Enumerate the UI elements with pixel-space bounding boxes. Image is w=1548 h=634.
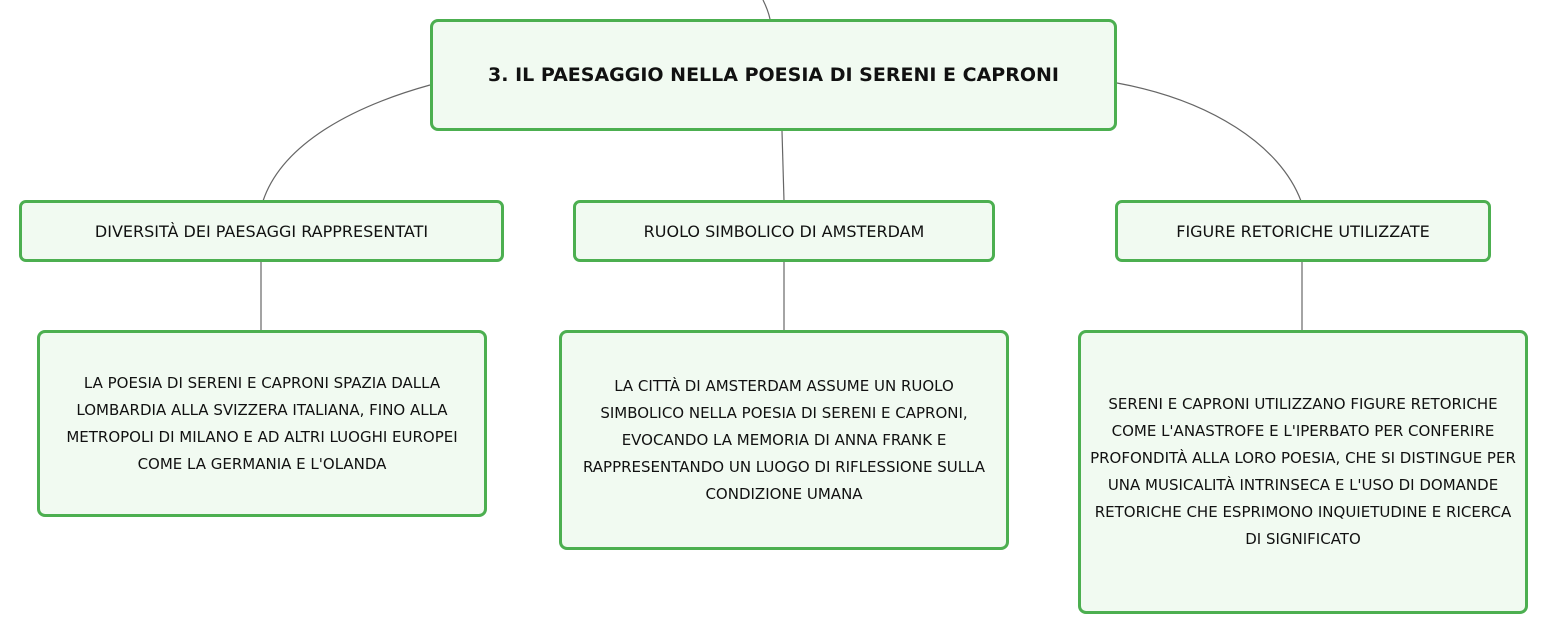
root-node[interactable]: [430, 19, 1117, 131]
branch-node-landscapes[interactable]: [19, 200, 504, 262]
branch-node-rhetorical-figures[interactable]: [1115, 200, 1491, 262]
branch-node-label: FIGURE RETORICHE UTILIZZATE: [1176, 221, 1430, 241]
detail-node-rhetorical-figures[interactable]: [1078, 330, 1528, 614]
connector-parent-to-root: [763, 0, 770, 19]
detail-node-text: LA POESIA DI SERENI E CAPRONI SPAZIA DALLA LOMBARDIA ALLA SVIZZERA ITALIANA, FINO ALLA METROPOLI DI MILANO E AD ALTRI LUOGHI EUROPEI COME LA GERMANIA E L'OLANDA: [66, 373, 458, 473]
detail-node-landscapes[interactable]: [37, 330, 487, 517]
branch-node-amsterdam[interactable]: [573, 200, 995, 262]
connector-root-to-branch-1: [263, 85, 430, 201]
detail-node-amsterdam[interactable]: [559, 330, 1009, 550]
detail-node-text: SERENI E CAPRONI UTILIZZANO FIGURE RETORICHE COME L'ANASTROFE E L'IPERBATO PER CONFERIRE PROFONDITÀ ALLA LORO POESIA, CHE SI DISTINGUE PER UNA MUSICALITÀ INTRINSECA E L'USO DI DOMANDE RETORICHE CHE ESPRIMONO INQUIETUDINE E RICERCA DI SIGNIFICATO: [1090, 395, 1516, 548]
connector-root-to-branch-3: [1117, 83, 1301, 201]
root-node-title: 3. IL PAESAGGIO NELLA POESIA DI SERENI E CAPRONI: [488, 64, 1059, 86]
branch-node-label: RUOLO SIMBOLICO DI AMSTERDAM: [643, 221, 925, 241]
detail-node-text: LA CITTÀ DI AMSTERDAM ASSUME UN RUOLO SIMBOLICO NELLA POESIA DI SERENI E CAPRONI, EVOCANDO LA MEMORIA DI ANNA FRANK E RAPPRESENTANDO UN LUOGO DI RIFLESSIONE SULLA CONDIZIONE UMANA: [582, 376, 986, 503]
branch-node-label: DIVERSITÀ DEI PAESAGGI RAPPRESENTATI: [94, 221, 429, 241]
connector-root-to-branch-2: [782, 131, 784, 201]
